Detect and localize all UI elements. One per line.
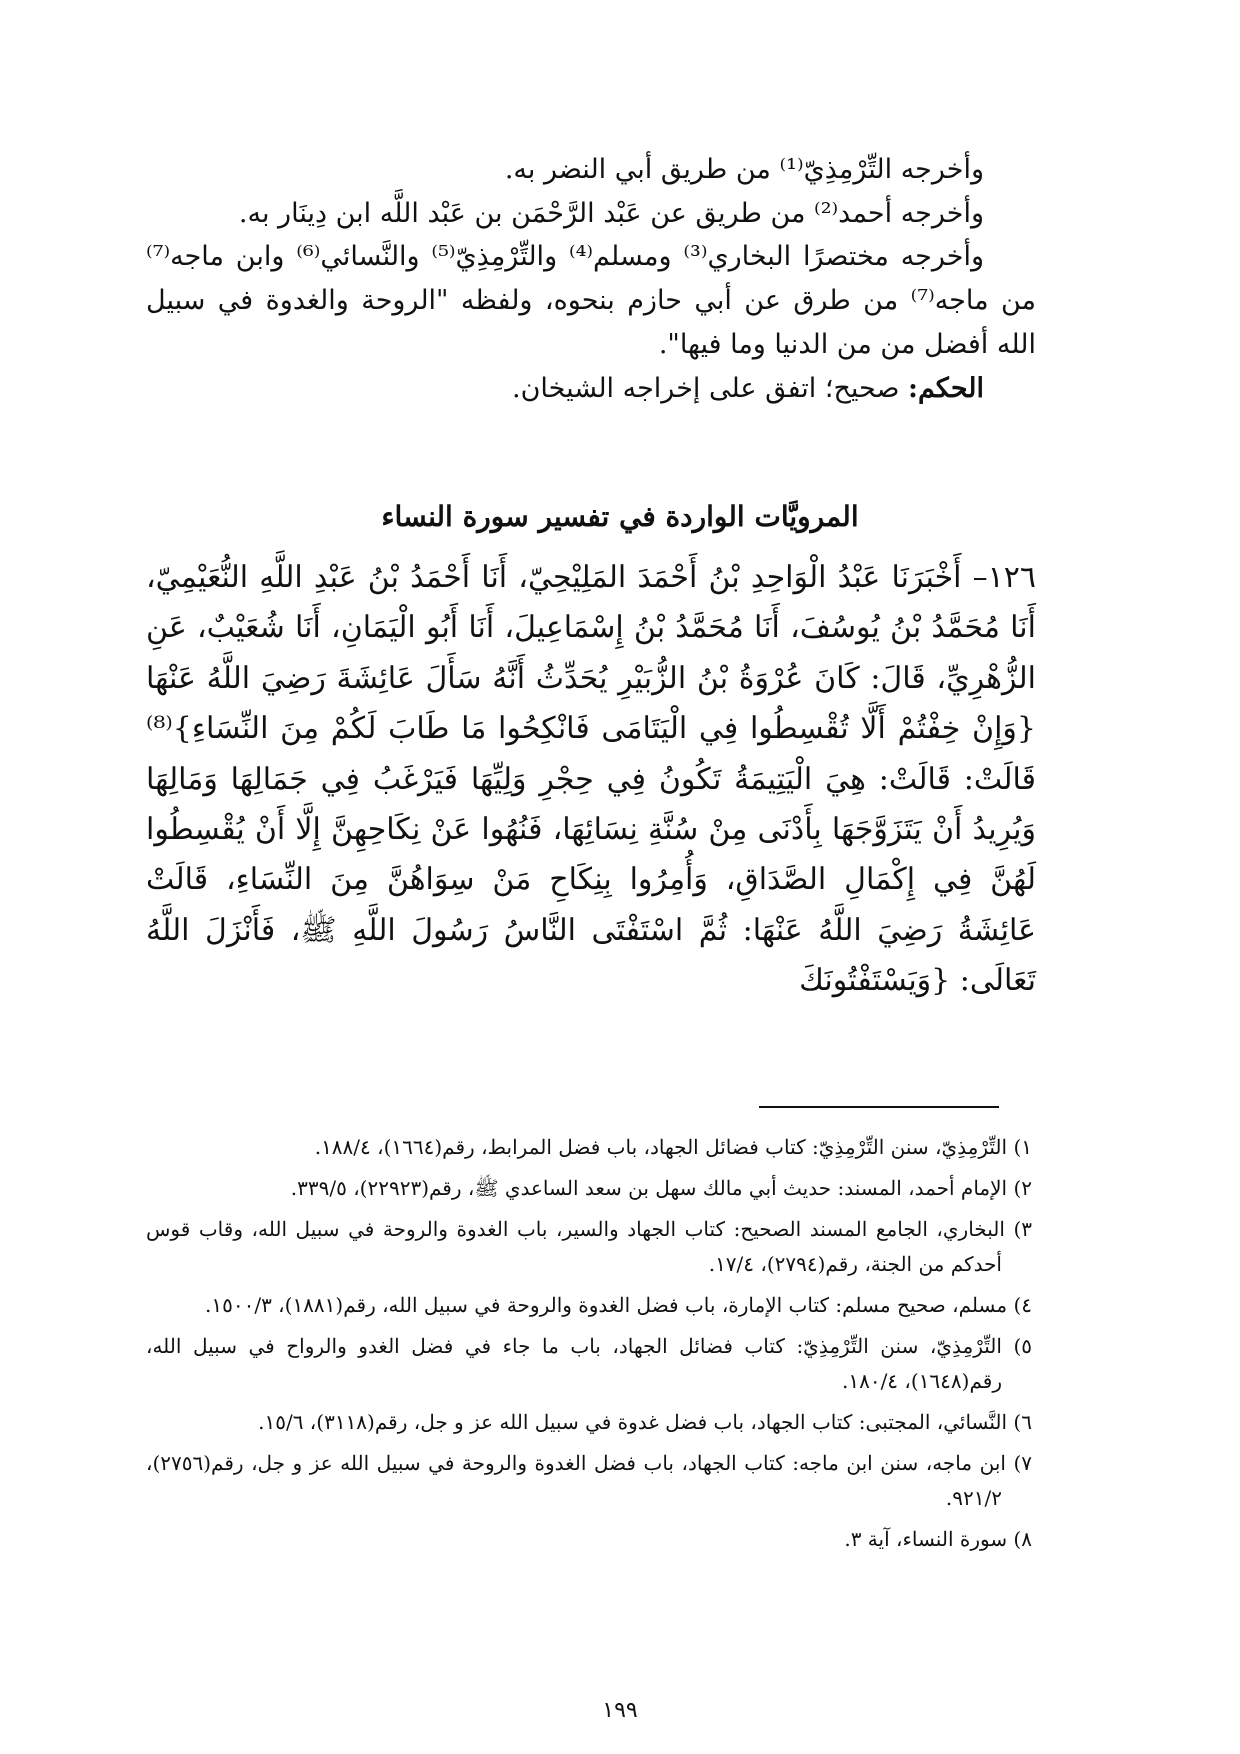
ruling-text: صحيح؛ اتفق على إخراجه الشيخان. <box>512 372 908 404</box>
footnote-item: ٧) ابن ماجه، سنن ابن ماجه: كتاب الجهاد، باب فضل الغدوة والروحة في سبيل الله عز و جل، رقم(٢٧٥٦)، ٩٢١/٢. <box>146 1451 1032 1510</box>
footnote-item: ٢) الإمام أحمد، المسند: حديث أبي مالك سهل بن سعد الساعدي ﷺ، رقم(٢٢٩٢٣)، ٣٣٩/٥. <box>290 1176 1032 1200</box>
footnote-item: ١) التِّرْمِذِيّ، سنن التِّرْمِذِيّ: كتاب فضائل الجهاد، باب فضل المرابط، رقم(١٦٦٤)، ١٨٨/٤. <box>314 1135 1032 1159</box>
body-text <box>146 148 1036 410</box>
footnote-item: ٦) النَّسائي، المجتبى: كتاب الجهاد، باب فضل غدوة في سبيل الله عز و جل، رقم(٣١١٨)، ١٥/٦. <box>258 1410 1032 1434</box>
section-heading: المرويَّات الواردة في تفسير سورة النساء <box>381 500 859 533</box>
hadith-narration <box>146 553 1036 1007</box>
narration-text: ١٢٦– أَخْبَرَنَا عَبْدُ الْوَاحِدِ بْنُ أَحْمَدَ المَلِيْحِيّ، أَنَا أَحْمَدُ بْنُ عَبْدِ اللَّهِ النُّعَيْمِيّ، أَنَا مُحَمَّدُ بْنُ يُوسُفَ، أَنَا مُحَمَّدُ بْنُ إِسْمَاعِيلَ، أَنَا أَبُو الْيَمَانِ، أَنَا شُعَيْبٌ، عَنِ الزُّهْرِيِّ، قَالَ: كَانَ عُرْوَةُ بْنُ الزُّبَيْرِ يُحَدِّثُ أَنَّهُ سَأَلَ عَائِشَةَ رَضِيَ اللَّهُ عَنْهَا {وَإِنْ خِفْتُمْ أَلَّا تُقْسِطُوا فِي الْيَتَامَى فَانْكِحُوا مَا طَابَ لَكُمْ مِنَ النِّسَاءِ}⁽⁸⁾ قَالَتْ: قَالَتْ: هِيَ الْيَتِيمَةُ تَكُونُ فِي حِجْرِ وَلِيِّهَا فَيَرْغَبُ فِي جَمَالِهَا وَمَالِهَا وَيُرِيدُ أَنْ يَتَزَوَّجَهَا بِأَدْنَى مِنْ سُنَّةِ نِسَائِهَا، فَنُهُوا عَنْ نِكَاحِهِنَّ إِلَّا أَنْ يُقْسِطُوا لَهُنَّ فِي إِكْمَالِ الصَّدَاقِ، وَأُمِرُوا بِنِكَاحِ مَنْ سِوَاهُنَّ مِنَ النِّسَاءِ، قَالَتْ عَائِشَةُ رَضِيَ اللَّهُ عَنْهَا: ثُمَّ اسْتَفْتَى النَّاسُ رَسُولَ اللَّهِ ﷺ، فَأَنْزَلَ اللَّهُ تَعَالَى: {وَيَسْتَفْتُونَكَ <box>146 560 1036 999</box>
footnote-item: ٥) التِّرْمِذِيّ، سنن التِّرْمِذِيّ: كتاب فضائل الجهاد، باب ما جاء في فضل الغدو والرواح في سبيل الله، رقم(١٦٤٨)، ١٨٠/٤. <box>146 1334 1032 1393</box>
footnote-item: ٤) مسلم، صحيح مسلم: كتاب الإمارة، باب فضل الغدوة والروحة في سبيل الله، رقم(١٨٨١)، ١٥٠٠/٣. <box>205 1293 1032 1317</box>
paragraph-tirmidhi: وأخرجه التِّرْمِذِيّ⁽¹⁾ من طريق أبي النضر به. <box>504 154 984 185</box>
footnote-item: ٣) البخاري، الجامع المسند الصحيح: كتاب الجهاد والسير، باب الغدوة والروحة في سبيل الله، وقاب قوس أحدكم من الجنة، رقم(٢٧٩٤)، ١٧/٤. <box>146 1217 1032 1276</box>
paragraph-ahmad: وأخرجه أحمد⁽²⁾ من طريق عن عَبْد الرَّحْمَن بن عَبْد اللَّه ابن دِينَار به. <box>238 197 984 229</box>
ruling-label: الحكم: <box>907 372 984 404</box>
paragraph-abridged: وأخرجه مختصرًا البخاري⁽³⁾ ومسلم⁽⁴⁾ والتِّرْمِذِيّ⁽⁵⁾ والنَّسائي⁽⁶⁾ وابن ماجه⁽⁷⁾ من ماجه⁽⁷⁾ من طرق عن أبي حازم بنحوه، ولفظه "الروحة والغدوة في سبيل الله أفضل من من الدنيا وما فيها". <box>146 241 1036 360</box>
ruling-paragraph <box>146 367 1036 411</box>
page-number: ١٩٩ <box>602 1698 638 1723</box>
footnote-item: ٨) سورة النساء، آية ٣. <box>844 1527 1032 1551</box>
footnote-separator <box>759 1106 999 1108</box>
footnotes-list <box>146 1130 1032 1563</box>
